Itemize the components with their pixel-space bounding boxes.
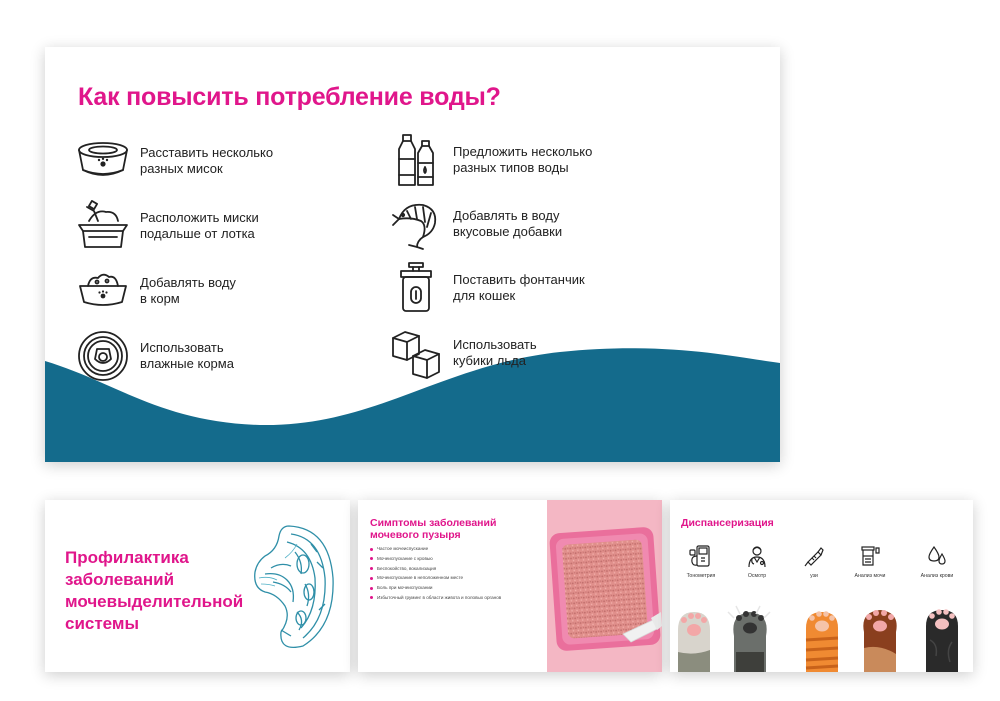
list-item: Частое мочеиспускание — [370, 546, 550, 552]
thumbnail-title — [370, 517, 530, 541]
urine-test-icon — [858, 544, 882, 568]
tip-text-line: Добавлять воду — [140, 275, 236, 290]
thumbnail-title — [65, 547, 265, 635]
main-slide — [45, 47, 780, 462]
title-line: мочевого пузыря — [370, 529, 461, 541]
symptoms-list — [370, 546, 550, 605]
thumbnail-symptoms[interactable] — [358, 500, 662, 672]
tip-text-line: кубики льда — [453, 353, 526, 368]
cat-paws-illustration — [670, 600, 973, 672]
slide-title: Как повысить потребление воды? — [78, 83, 501, 111]
tip-text-line: разных мисок — [140, 161, 223, 176]
exam-item — [791, 544, 837, 579]
tip-text-line: разных типов воды — [453, 160, 569, 175]
tip-item-food — [76, 264, 310, 318]
wet-food-can-icon — [76, 329, 130, 383]
bowl-icon — [76, 134, 130, 188]
tip-text-line: Поставить фонтанчик — [453, 272, 585, 287]
tip-text-line: подальше от лотка — [140, 226, 255, 241]
tip-text-line: вкусовые добавки — [453, 224, 563, 239]
exam-item — [847, 544, 893, 579]
tip-text-line: в корм — [140, 291, 180, 306]
tip-text-line: Расставить несколько — [140, 145, 274, 160]
ultrasound-icon — [802, 544, 826, 568]
tip-item-bowls — [76, 134, 310, 188]
tip-text-line: Добавлять в воду — [453, 208, 560, 223]
tip-text-line: Использовать — [140, 340, 224, 355]
tip-item-water-types — [389, 133, 623, 187]
tip-text-line: влажные корма — [140, 356, 234, 371]
ice-cubes-icon — [389, 326, 443, 380]
cat-paw-icon — [678, 612, 710, 672]
list-item: Боль при мочеиспускании — [370, 585, 550, 591]
list-item: Избыточный груминг в области живота и половых органов — [370, 595, 550, 601]
tip-text-line: Предложить несколько — [453, 144, 593, 159]
pink-litter-box-photo — [547, 500, 662, 672]
title-line: мочевыделительной — [65, 592, 244, 611]
exam-label: Анализ мочи — [854, 573, 886, 579]
tip-item-flavor — [389, 197, 623, 251]
exam-label: Анализ крови — [920, 573, 954, 579]
kidney-illustration-icon — [251, 522, 337, 650]
cat-paw-icon — [728, 606, 770, 672]
title-line: системы — [65, 614, 140, 633]
thumbnail-title: Диспансеризация — [681, 517, 774, 529]
tip-text-line: Использовать — [453, 337, 537, 352]
thumbnail-checkup[interactable] — [670, 500, 973, 672]
food-bowl-icon — [76, 264, 130, 318]
cat-paw-icon — [806, 611, 838, 672]
title-line: Профилактика — [65, 548, 189, 567]
exam-item — [734, 544, 780, 579]
list-item: Мочеиспускание с кровью — [370, 556, 550, 562]
list-item: Мочеиспускание в неположенном месте — [370, 575, 550, 581]
cat-paw-icon — [858, 604, 902, 672]
tip-text-line: для кошек — [453, 288, 516, 303]
thumbnail-prevention[interactable] — [45, 500, 350, 672]
exam-label: узи — [810, 573, 818, 579]
litter-box-icon — [76, 199, 130, 253]
tip-text-line: Расположить миски — [140, 210, 259, 225]
tip-item-ice — [389, 326, 623, 380]
exam-label: Тонометрия — [686, 573, 716, 579]
tonometer-icon — [689, 544, 713, 568]
vet-doctor-icon — [745, 544, 769, 568]
exam-item — [914, 544, 960, 579]
tip-item-fountain — [389, 261, 623, 315]
cat-paw-icon — [926, 609, 958, 672]
tip-item-litter — [76, 199, 310, 253]
fountain-icon — [389, 261, 443, 315]
exam-item — [678, 544, 724, 579]
shrimp-icon — [389, 197, 443, 251]
exam-label: Осмотр — [747, 573, 767, 579]
list-item: Беспокойство, вокализация — [370, 566, 550, 572]
bottles-icon — [389, 133, 443, 187]
title-line: Симптомы заболеваний — [370, 517, 497, 529]
blood-drops-icon — [925, 544, 949, 568]
tip-item-wet-food — [76, 329, 310, 383]
title-line: заболеваний — [65, 570, 175, 589]
